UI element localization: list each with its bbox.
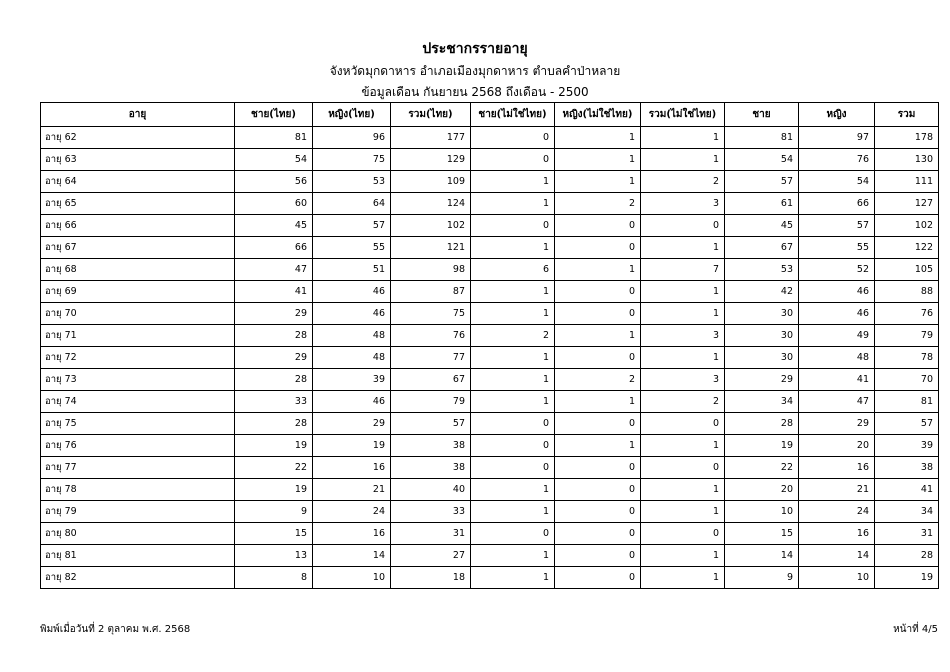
value-cell: 9 bbox=[235, 501, 313, 523]
age-cell: อายุ 72 bbox=[41, 347, 235, 369]
age-cell: อายุ 69 bbox=[41, 281, 235, 303]
value-cell: 9 bbox=[725, 567, 799, 589]
value-cell: 0 bbox=[641, 523, 725, 545]
value-cell: 130 bbox=[875, 149, 939, 171]
page-number: หน้าที่ 4/5 bbox=[893, 624, 938, 635]
value-cell: 98 bbox=[391, 259, 471, 281]
value-cell: 19 bbox=[313, 435, 391, 457]
value-cell: 7 bbox=[641, 259, 725, 281]
value-cell: 28 bbox=[235, 325, 313, 347]
table-row bbox=[41, 237, 939, 259]
value-cell: 46 bbox=[799, 281, 875, 303]
value-cell: 127 bbox=[875, 193, 939, 215]
value-cell: 0 bbox=[555, 237, 641, 259]
value-cell: 38 bbox=[875, 457, 939, 479]
column-header: ชาย(ไทย) bbox=[235, 103, 313, 127]
value-cell: 16 bbox=[799, 523, 875, 545]
value-cell: 19 bbox=[725, 435, 799, 457]
value-cell: 19 bbox=[235, 479, 313, 501]
value-cell: 67 bbox=[391, 369, 471, 391]
value-cell: 1 bbox=[555, 391, 641, 413]
value-cell: 79 bbox=[391, 391, 471, 413]
value-cell: 70 bbox=[875, 369, 939, 391]
value-cell: 18 bbox=[391, 567, 471, 589]
value-cell: 0 bbox=[555, 545, 641, 567]
age-cell: อายุ 71 bbox=[41, 325, 235, 347]
value-cell: 1 bbox=[471, 193, 555, 215]
table-row bbox=[41, 413, 939, 435]
age-cell: อายุ 66 bbox=[41, 215, 235, 237]
value-cell: 75 bbox=[313, 149, 391, 171]
value-cell: 105 bbox=[875, 259, 939, 281]
value-cell: 0 bbox=[471, 435, 555, 457]
column-header: อายุ bbox=[41, 103, 235, 127]
data-period: ข้อมูลเดือน กันยายน 2568 ถึงเดือน - 2500 bbox=[361, 85, 589, 99]
value-cell: 38 bbox=[391, 457, 471, 479]
value-cell: 111 bbox=[875, 171, 939, 193]
value-cell: 0 bbox=[471, 149, 555, 171]
value-cell: 1 bbox=[641, 347, 725, 369]
value-cell: 34 bbox=[725, 391, 799, 413]
value-cell: 76 bbox=[875, 303, 939, 325]
value-cell: 1 bbox=[641, 303, 725, 325]
value-cell: 0 bbox=[471, 413, 555, 435]
value-cell: 0 bbox=[555, 523, 641, 545]
value-cell: 54 bbox=[799, 171, 875, 193]
value-cell: 57 bbox=[799, 215, 875, 237]
value-cell: 0 bbox=[555, 567, 641, 589]
header-row bbox=[41, 103, 939, 127]
table-row bbox=[41, 567, 939, 589]
column-header: หญิง bbox=[799, 103, 875, 127]
value-cell: 41 bbox=[235, 281, 313, 303]
column-header: รวม(ไม่ใช่ไทย) bbox=[641, 103, 725, 127]
value-cell: 29 bbox=[725, 369, 799, 391]
value-cell: 54 bbox=[725, 149, 799, 171]
value-cell: 29 bbox=[235, 303, 313, 325]
value-cell: 0 bbox=[555, 457, 641, 479]
value-cell: 41 bbox=[799, 369, 875, 391]
value-cell: 16 bbox=[313, 523, 391, 545]
value-cell: 124 bbox=[391, 193, 471, 215]
value-cell: 14 bbox=[725, 545, 799, 567]
value-cell: 96 bbox=[313, 127, 391, 149]
value-cell: 81 bbox=[235, 127, 313, 149]
value-cell: 129 bbox=[391, 149, 471, 171]
page-title: ประชากรรายอายุ bbox=[422, 41, 528, 57]
age-cell: อายุ 76 bbox=[41, 435, 235, 457]
age-cell: อายุ 70 bbox=[41, 303, 235, 325]
table-row bbox=[41, 391, 939, 413]
value-cell: 1 bbox=[641, 237, 725, 259]
value-cell: 15 bbox=[235, 523, 313, 545]
value-cell: 1 bbox=[471, 171, 555, 193]
value-cell: 29 bbox=[799, 413, 875, 435]
value-cell: 48 bbox=[799, 347, 875, 369]
age-cell: อายุ 65 bbox=[41, 193, 235, 215]
column-header: ชาย(ไม่ใช่ไทย) bbox=[471, 103, 555, 127]
value-cell: 21 bbox=[313, 479, 391, 501]
value-cell: 8 bbox=[235, 567, 313, 589]
value-cell: 0 bbox=[471, 523, 555, 545]
value-cell: 51 bbox=[313, 259, 391, 281]
value-cell: 109 bbox=[391, 171, 471, 193]
value-cell: 22 bbox=[235, 457, 313, 479]
value-cell: 33 bbox=[391, 501, 471, 523]
value-cell: 97 bbox=[799, 127, 875, 149]
value-cell: 1 bbox=[641, 435, 725, 457]
value-cell: 1 bbox=[641, 479, 725, 501]
value-cell: 2 bbox=[555, 193, 641, 215]
value-cell: 102 bbox=[875, 215, 939, 237]
value-cell: 6 bbox=[471, 259, 555, 281]
value-cell: 1 bbox=[471, 567, 555, 589]
value-cell: 57 bbox=[875, 413, 939, 435]
table-row bbox=[41, 127, 939, 149]
value-cell: 121 bbox=[391, 237, 471, 259]
value-cell: 87 bbox=[391, 281, 471, 303]
value-cell: 13 bbox=[235, 545, 313, 567]
value-cell: 1 bbox=[641, 281, 725, 303]
value-cell: 29 bbox=[313, 413, 391, 435]
table-row bbox=[41, 479, 939, 501]
column-header: รวม bbox=[875, 103, 939, 127]
value-cell: 0 bbox=[555, 479, 641, 501]
population-table bbox=[40, 102, 939, 589]
value-cell: 39 bbox=[875, 435, 939, 457]
value-cell: 21 bbox=[799, 479, 875, 501]
table-row bbox=[41, 369, 939, 391]
column-header: หญิง(ไทย) bbox=[313, 103, 391, 127]
value-cell: 1 bbox=[555, 127, 641, 149]
value-cell: 1 bbox=[471, 545, 555, 567]
value-cell: 122 bbox=[875, 237, 939, 259]
table-row bbox=[41, 193, 939, 215]
value-cell: 45 bbox=[235, 215, 313, 237]
value-cell: 46 bbox=[799, 303, 875, 325]
table-row bbox=[41, 259, 939, 281]
value-cell: 39 bbox=[313, 369, 391, 391]
table-row bbox=[41, 325, 939, 347]
age-cell: อายุ 62 bbox=[41, 127, 235, 149]
value-cell: 1 bbox=[471, 391, 555, 413]
age-cell: อายุ 67 bbox=[41, 237, 235, 259]
value-cell: 1 bbox=[471, 303, 555, 325]
value-cell: 19 bbox=[875, 567, 939, 589]
value-cell: 1 bbox=[471, 281, 555, 303]
value-cell: 30 bbox=[725, 325, 799, 347]
value-cell: 57 bbox=[313, 215, 391, 237]
value-cell: 1 bbox=[555, 171, 641, 193]
age-cell: อายุ 78 bbox=[41, 479, 235, 501]
value-cell: 64 bbox=[313, 193, 391, 215]
value-cell: 77 bbox=[391, 347, 471, 369]
table-row bbox=[41, 281, 939, 303]
value-cell: 28 bbox=[235, 413, 313, 435]
value-cell: 46 bbox=[313, 391, 391, 413]
value-cell: 66 bbox=[799, 193, 875, 215]
age-cell: อายุ 63 bbox=[41, 149, 235, 171]
value-cell: 53 bbox=[725, 259, 799, 281]
value-cell: 1 bbox=[471, 347, 555, 369]
value-cell: 55 bbox=[313, 237, 391, 259]
value-cell: 0 bbox=[555, 215, 641, 237]
value-cell: 3 bbox=[641, 325, 725, 347]
age-cell: อายุ 82 bbox=[41, 567, 235, 589]
column-header: หญิง(ไม่ใช่ไทย) bbox=[555, 103, 641, 127]
value-cell: 60 bbox=[235, 193, 313, 215]
value-cell: 28 bbox=[875, 545, 939, 567]
value-cell: 31 bbox=[391, 523, 471, 545]
table-row bbox=[41, 457, 939, 479]
value-cell: 0 bbox=[641, 457, 725, 479]
value-cell: 41 bbox=[875, 479, 939, 501]
value-cell: 0 bbox=[555, 413, 641, 435]
value-cell: 29 bbox=[235, 347, 313, 369]
value-cell: 0 bbox=[471, 215, 555, 237]
value-cell: 47 bbox=[799, 391, 875, 413]
value-cell: 42 bbox=[725, 281, 799, 303]
value-cell: 48 bbox=[313, 325, 391, 347]
age-cell: อายุ 74 bbox=[41, 391, 235, 413]
value-cell: 16 bbox=[799, 457, 875, 479]
value-cell: 10 bbox=[799, 567, 875, 589]
value-cell: 78 bbox=[875, 347, 939, 369]
value-cell: 56 bbox=[235, 171, 313, 193]
value-cell: 178 bbox=[875, 127, 939, 149]
table-row bbox=[41, 347, 939, 369]
value-cell: 38 bbox=[391, 435, 471, 457]
value-cell: 2 bbox=[555, 369, 641, 391]
age-cell: อายุ 80 bbox=[41, 523, 235, 545]
value-cell: 75 bbox=[391, 303, 471, 325]
value-cell: 28 bbox=[725, 413, 799, 435]
value-cell: 1 bbox=[641, 501, 725, 523]
value-cell: 22 bbox=[725, 457, 799, 479]
value-cell: 10 bbox=[313, 567, 391, 589]
value-cell: 102 bbox=[391, 215, 471, 237]
age-cell: อายุ 73 bbox=[41, 369, 235, 391]
value-cell: 14 bbox=[799, 545, 875, 567]
table-body bbox=[41, 127, 939, 589]
value-cell: 57 bbox=[725, 171, 799, 193]
value-cell: 3 bbox=[641, 369, 725, 391]
value-cell: 76 bbox=[799, 149, 875, 171]
value-cell: 81 bbox=[725, 127, 799, 149]
value-cell: 54 bbox=[235, 149, 313, 171]
value-cell: 15 bbox=[725, 523, 799, 545]
value-cell: 1 bbox=[555, 435, 641, 457]
value-cell: 1 bbox=[555, 325, 641, 347]
value-cell: 61 bbox=[725, 193, 799, 215]
value-cell: 0 bbox=[471, 127, 555, 149]
value-cell: 53 bbox=[313, 171, 391, 193]
table-row bbox=[41, 303, 939, 325]
age-cell: อายุ 75 bbox=[41, 413, 235, 435]
value-cell: 46 bbox=[313, 281, 391, 303]
value-cell: 81 bbox=[875, 391, 939, 413]
value-cell: 20 bbox=[799, 435, 875, 457]
value-cell: 1 bbox=[555, 149, 641, 171]
value-cell: 20 bbox=[725, 479, 799, 501]
age-cell: อายุ 79 bbox=[41, 501, 235, 523]
value-cell: 1 bbox=[641, 149, 725, 171]
value-cell: 27 bbox=[391, 545, 471, 567]
age-cell: อายุ 77 bbox=[41, 457, 235, 479]
value-cell: 1 bbox=[471, 237, 555, 259]
value-cell: 52 bbox=[799, 259, 875, 281]
value-cell: 34 bbox=[875, 501, 939, 523]
table-row bbox=[41, 545, 939, 567]
table-row bbox=[41, 435, 939, 457]
print-date: พิมพ์เมื่อวันที่ 2 ตุลาคม พ.ศ. 2568 bbox=[40, 624, 191, 635]
value-cell: 45 bbox=[725, 215, 799, 237]
value-cell: 1 bbox=[641, 545, 725, 567]
value-cell: 0 bbox=[555, 303, 641, 325]
value-cell: 24 bbox=[799, 501, 875, 523]
value-cell: 49 bbox=[799, 325, 875, 347]
table-row bbox=[41, 523, 939, 545]
value-cell: 47 bbox=[235, 259, 313, 281]
value-cell: 30 bbox=[725, 303, 799, 325]
value-cell: 2 bbox=[641, 391, 725, 413]
value-cell: 10 bbox=[725, 501, 799, 523]
table-row bbox=[41, 501, 939, 523]
age-cell: อายุ 64 bbox=[41, 171, 235, 193]
value-cell: 0 bbox=[555, 281, 641, 303]
value-cell: 1 bbox=[641, 567, 725, 589]
value-cell: 0 bbox=[555, 347, 641, 369]
table-row bbox=[41, 149, 939, 171]
value-cell: 2 bbox=[641, 171, 725, 193]
value-cell: 0 bbox=[641, 413, 725, 435]
value-cell: 0 bbox=[555, 501, 641, 523]
value-cell: 1 bbox=[471, 369, 555, 391]
value-cell: 79 bbox=[875, 325, 939, 347]
value-cell: 1 bbox=[471, 501, 555, 523]
column-header: ชาย bbox=[725, 103, 799, 127]
age-cell: อายุ 68 bbox=[41, 259, 235, 281]
value-cell: 66 bbox=[235, 237, 313, 259]
value-cell: 67 bbox=[725, 237, 799, 259]
value-cell: 177 bbox=[391, 127, 471, 149]
value-cell: 40 bbox=[391, 479, 471, 501]
value-cell: 1 bbox=[555, 259, 641, 281]
value-cell: 1 bbox=[641, 127, 725, 149]
value-cell: 0 bbox=[471, 457, 555, 479]
value-cell: 48 bbox=[313, 347, 391, 369]
value-cell: 46 bbox=[313, 303, 391, 325]
table-row bbox=[41, 171, 939, 193]
value-cell: 30 bbox=[725, 347, 799, 369]
value-cell: 16 bbox=[313, 457, 391, 479]
value-cell: 24 bbox=[313, 501, 391, 523]
value-cell: 55 bbox=[799, 237, 875, 259]
value-cell: 31 bbox=[875, 523, 939, 545]
value-cell: 0 bbox=[641, 215, 725, 237]
column-header: รวม(ไทย) bbox=[391, 103, 471, 127]
value-cell: 76 bbox=[391, 325, 471, 347]
value-cell: 88 bbox=[875, 281, 939, 303]
location-subtitle: จังหวัดมุกดาหาร อำเภอเมืองมุกดาหาร ตำบลคำป่าหลาย bbox=[329, 64, 621, 78]
age-cell: อายุ 81 bbox=[41, 545, 235, 567]
value-cell: 57 bbox=[391, 413, 471, 435]
value-cell: 14 bbox=[313, 545, 391, 567]
value-cell: 1 bbox=[471, 479, 555, 501]
value-cell: 33 bbox=[235, 391, 313, 413]
value-cell: 28 bbox=[235, 369, 313, 391]
value-cell: 19 bbox=[235, 435, 313, 457]
value-cell: 3 bbox=[641, 193, 725, 215]
table-row bbox=[41, 215, 939, 237]
value-cell: 2 bbox=[471, 325, 555, 347]
